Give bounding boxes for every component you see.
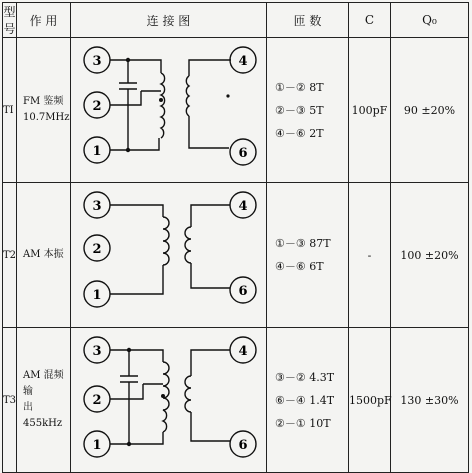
- row-capacitance: -: [349, 183, 391, 328]
- row-turns: [267, 183, 349, 328]
- header-q: Q₀: [391, 3, 469, 38]
- pin-1-label: 1: [92, 144, 102, 159]
- connection-diagram: [71, 328, 267, 473]
- pin-2-label: 2: [92, 99, 102, 114]
- function-line: AM 混频输: [23, 370, 64, 397]
- function-line: 10.7MHz: [23, 112, 70, 123]
- row-turns: [267, 328, 349, 473]
- turns-line: ④－⑥ 2T: [275, 126, 324, 140]
- table-row: [3, 183, 469, 328]
- connection-diagram: [71, 38, 267, 183]
- turns-line: ③－② 4.3T: [275, 370, 335, 384]
- header-diagram: 连 接 图: [71, 3, 267, 38]
- function-line: 出455kHz: [23, 402, 63, 429]
- function-line: FM 鉴频: [23, 96, 64, 107]
- pin-4-label: 4: [238, 199, 248, 214]
- pin-6-label: 6: [238, 284, 248, 299]
- table-row: [3, 328, 469, 473]
- transformer-diagram: [71, 183, 267, 323]
- pin-1-label: 1: [92, 438, 102, 453]
- row-code: T3: [3, 328, 17, 473]
- pin-2-label: 2: [92, 393, 102, 408]
- header-function: 作 用: [17, 3, 71, 38]
- row-function: [17, 38, 71, 183]
- row-capacitance: 1500pF: [349, 328, 391, 473]
- row-turns: [267, 38, 349, 183]
- transformer-diagram-with-capacitor: [71, 38, 267, 178]
- row-function: [17, 183, 71, 328]
- connection-diagram: [71, 183, 267, 328]
- pin-3-label: 3: [92, 54, 102, 69]
- turns-line: ⑥－④ 1.4T: [275, 393, 335, 407]
- pin-6-label: 6: [238, 146, 248, 161]
- pin-1-label: 1: [92, 288, 102, 303]
- transformer-diagram-with-capacitor: [71, 328, 267, 468]
- function-line: AM 本振: [23, 249, 64, 260]
- turns-line: ②－① 10T: [275, 416, 331, 430]
- pin-3-label: 3: [92, 344, 102, 359]
- row-q: 130 ±30%: [391, 328, 469, 473]
- header-turns: 匝 数: [267, 3, 349, 38]
- table-row: [3, 38, 469, 183]
- turns-line: ①－③ 87T: [275, 237, 331, 250]
- row-capacitance: 100pF: [349, 38, 391, 183]
- row-function: [17, 328, 71, 473]
- pin-4-label: 4: [238, 344, 248, 359]
- pin-4-label: 4: [238, 54, 248, 69]
- pin-2-label: 2: [92, 242, 102, 257]
- row-q: 90 ±20%: [391, 38, 469, 183]
- transformer-spec-table: [2, 2, 469, 473]
- turns-line: ④－⑥ 6T: [275, 260, 324, 273]
- turns-line: ①－② 8T: [275, 80, 324, 94]
- pin-3-label: 3: [92, 199, 102, 214]
- row-code: T2: [3, 183, 17, 328]
- row-code: TI: [3, 38, 17, 183]
- header-code: 型号: [3, 3, 17, 38]
- turns-line: ②－③ 5T: [275, 103, 324, 117]
- header-row: [3, 3, 469, 38]
- pin-6-label: 6: [238, 438, 248, 453]
- header-capacitance: C: [349, 3, 391, 38]
- row-q: 100 ±20%: [391, 183, 469, 328]
